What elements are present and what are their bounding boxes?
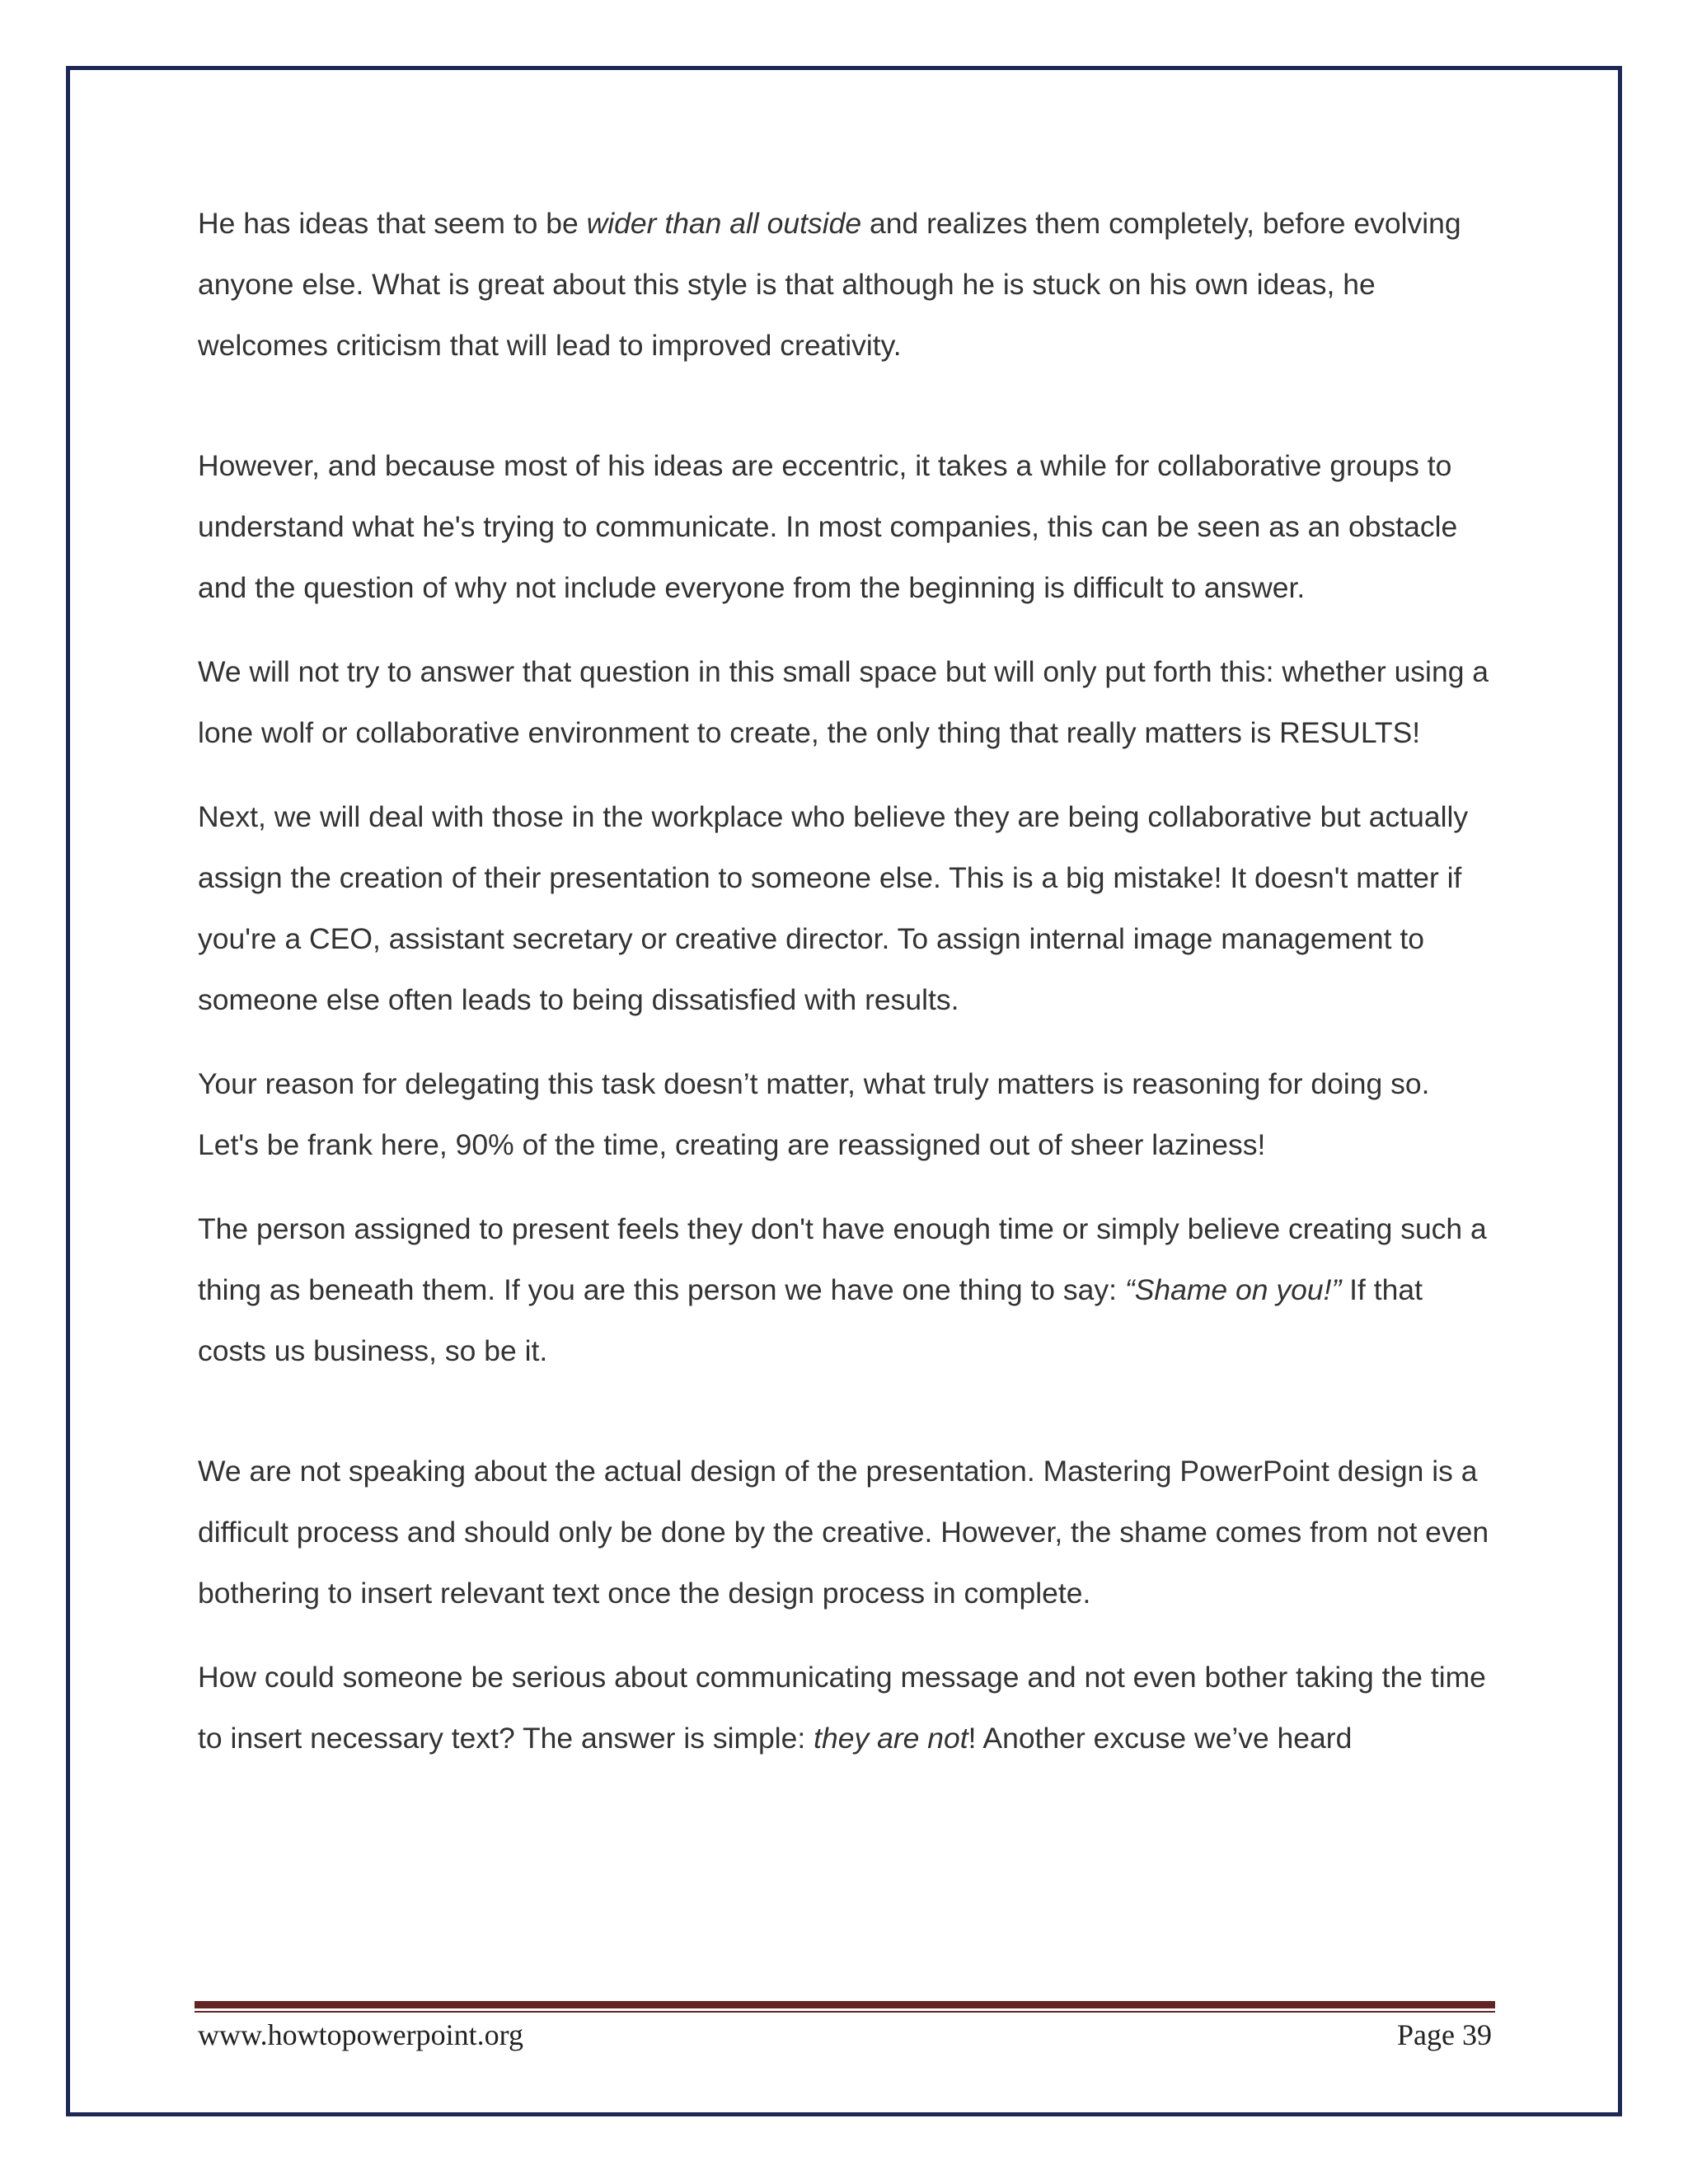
footer-website-link[interactable]: www.howtopowerpoint.org <box>198 2018 523 2051</box>
paragraph-6 <box>198 1198 1492 1381</box>
text-segment: ! Another excuse we’ve heard <box>968 1722 1353 1755</box>
italic-segment: they are not <box>814 1722 968 1755</box>
page-number: Page 39 <box>1397 2018 1492 2051</box>
text-segment: Your reason for delegating this task doesn’t matter, what truly matters is reasoning for doing so. Let's be frank here, 90% of the time, creating are reassigned out of sheer laziness! <box>198 1067 1430 1161</box>
paragraph-5 <box>198 1053 1492 1175</box>
paragraph-4 <box>198 786 1492 1030</box>
text-segment: We are not speaking about the actual design of the presentation. Mastering PowerPoint design is a difficult process and should only be done by the creative. However, the shame comes from not even bothering to insert relevant text once the design process in complete. <box>198 1455 1489 1610</box>
paragraph-1 <box>198 193 1492 376</box>
text-segment: Next, we will deal with those in the workplace who believe they are being collaborative but actually assign the creation of their presentation to someone else. This is a big mistake! It doesn't matter if you're a CEO, assistant secretary or creative director. To assign internal image management to someone else often leads to being dissatisfied with results. <box>198 800 1469 1016</box>
paragraph-8 <box>198 1647 1492 1769</box>
text-segment: The person assigned to present feels they don't have enough time or simply believe creating such a thing as beneath them. If you are this person we have one thing to say: <box>198 1212 1487 1306</box>
text-segment: If that costs us business, so be it. <box>198 1273 1423 1367</box>
text-segment: We will not try to answer that question in this small space but will only put forth this: whether using a lone wolf or collaborative environment to create, the only thing that really matters is RESULTS! <box>198 655 1489 749</box>
italic-segment: wider than all outside <box>586 207 862 240</box>
footer-rule-thick <box>195 2001 1495 2008</box>
text-segment: and realizes them completely, before evolving anyone else. What is great about this style is that although he is stuck on his own ideas, he welcomes criticism that will lead to improved creativity. <box>198 207 1461 362</box>
paragraph-3 <box>198 641 1492 763</box>
document-body <box>198 193 1492 1769</box>
text-segment: He has ideas that seem to be <box>198 207 587 240</box>
italic-segment: “Shame on you!” <box>1124 1273 1342 1306</box>
page-footer <box>198 2018 1492 2052</box>
text-segment: However, and because most of his ideas are eccentric, it takes a while for collaborative groups to understand what he's trying to communicate. In most companies, this can be seen as an obstacle and the question of why not include everyone from the beginning is difficult to answer. <box>198 449 1458 604</box>
footer-rule-thin <box>195 2011 1495 2013</box>
text-segment: How could someone be serious about communicating message and not even bother taking the time to insert necessary text? The answer is simple: <box>198 1661 1486 1755</box>
paragraph-2 <box>198 435 1492 618</box>
paragraph-7 <box>198 1441 1492 1624</box>
